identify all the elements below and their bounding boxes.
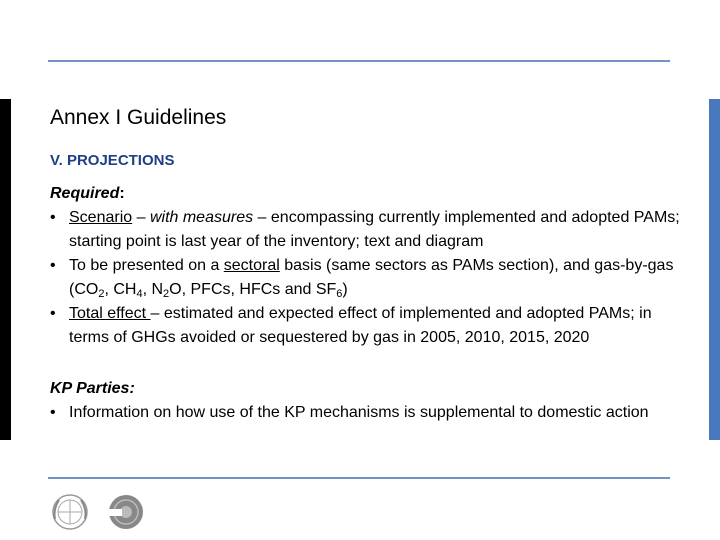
unfccc-logo-icon [106, 495, 143, 529]
list-item: • Scenario – with measures – encompassing currently implemented and adopted PAMs; starting point is last year of the inventory; text and diagram [50, 209, 680, 250]
kp-list [50, 401, 690, 425]
kp-heading: KP Parties: [50, 380, 135, 397]
footer-logos [50, 491, 150, 533]
bottom-divider [48, 477, 670, 479]
list-item: • To be presented on a sectoral basis (same sectors as PAMs section), and gas-by-gas ($CO_2$, $CH_4$, $N_2O$, PFCs, HFCs and $SF_6$) [50, 257, 674, 300]
top-divider [48, 60, 670, 62]
section-heading: V. PROJECTIONS [50, 152, 175, 169]
list-item: • Information on how use of the KP mechanisms is supplemental to domestic action [50, 404, 649, 421]
left-side-bar [0, 99, 11, 440]
right-side-bar [709, 99, 720, 440]
slide-body [50, 182, 690, 425]
slide-title: Annex I Guidelines [50, 106, 227, 129]
list-item: • Total effect – estimated and expected effect of implemented and adopted PAMs; in terms of GHGs avoided or sequestered by gas in 2005, 2010, 2015, 2020 [50, 305, 652, 346]
un-emblem-icon [50, 491, 150, 533]
required-heading: Required: [50, 185, 125, 202]
required-list [50, 206, 690, 350]
